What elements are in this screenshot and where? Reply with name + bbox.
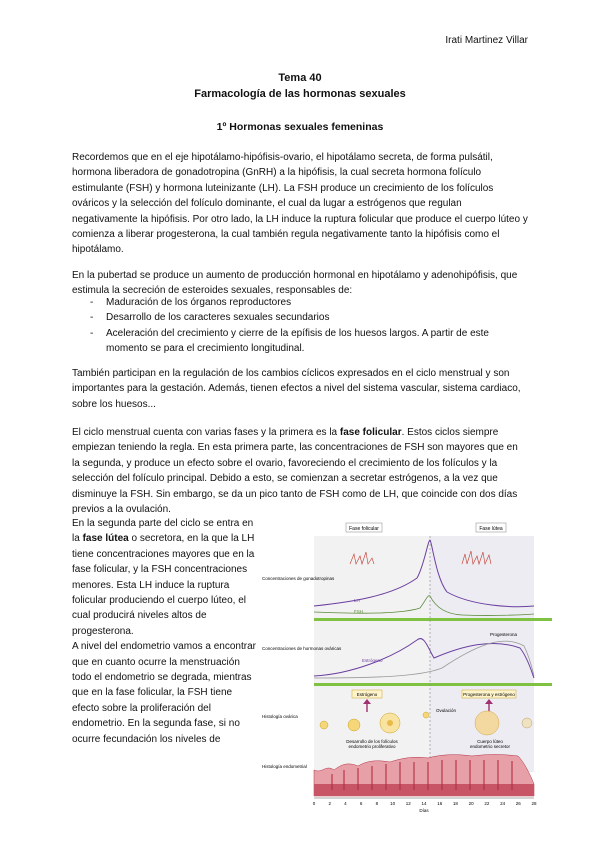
p4-text: El ciclo menstrual cuenta con varias fases y la primera es la <box>72 427 340 438</box>
corpus-luteum-label: Cuerpo lúteo <box>477 739 503 744</box>
prog-estr-box-label: Progesterona y estrógeno <box>463 692 515 697</box>
x-tick: 26 <box>515 801 521 806</box>
page-title: Farmacología de las hormonas sexuales <box>194 88 406 100</box>
x-tick: 6 <box>359 801 363 806</box>
x-tick: 12 <box>405 801 411 806</box>
p5-bold: fase lútea <box>82 533 129 545</box>
progesterone-label: Progesterona <box>490 632 518 637</box>
x-tick: 20 <box>468 801 474 806</box>
row2-label: Concentraciones de hormonas ováricas <box>262 646 342 651</box>
section-heading: 1º Hormonas sexuales femeninas <box>216 121 384 133</box>
x-tick: 16 <box>437 801 443 806</box>
list-item: - Desarrollo de los caracteres sexuales secundarios <box>90 310 528 325</box>
x-tick: 10 <box>390 801 396 806</box>
x-tick: 22 <box>484 801 490 806</box>
endo-prolif-label: endometrio proliferativo <box>348 744 396 749</box>
estrogen-box-label: Estrógeno <box>356 692 378 697</box>
x-axis-label: Días <box>419 808 429 813</box>
paragraph-6: A nivel del endometrio vamos a encontrar que en cuanto ocurre la menstruación todo el endometrio se degrada, mientras que en la fase folicular, la FSH tiene efecto sobre la proliferación del endometrio. En la segunda fase, si no ocurre fecundación los niveles de <box>72 641 256 745</box>
p5-text-end: o secretora, en la que la LH tiene concentraciones mayores que en la fase folicular, y la FSH concentraciones menores. Esta LH induce la ruptura folicular produciendo el cuerpo lúteo, el cual producirá niveles altos de progesterona. <box>72 533 255 637</box>
paragraph-5 <box>72 516 262 639</box>
x-tick: 28 <box>531 801 537 806</box>
lh-label: LH <box>354 598 360 603</box>
row1-label: Concentraciones de gonadotropinas <box>262 576 335 581</box>
list-item: - Maduración de los órganos reproductores <box>90 295 528 310</box>
x-tick: 2 <box>328 801 331 806</box>
estrogen-label: Estrógeno <box>362 658 383 663</box>
follicle-dev-label: Desarrollo de los folículos <box>346 739 398 744</box>
phase-luteal-label: Fase lútea <box>479 526 503 532</box>
list <box>90 295 528 357</box>
x-tick: 8 <box>375 801 379 806</box>
paragraph-4 <box>72 425 528 517</box>
p4-bold: fase folicular <box>339 427 402 438</box>
row3-label: Histología ovárica <box>262 714 298 719</box>
topic-heading: Tema 40 <box>278 72 322 84</box>
p5-text: En la segunda parte del ciclo se entra en la <box>72 518 254 545</box>
left-column <box>72 516 262 747</box>
fsh-label: FSH <box>354 609 363 614</box>
menstrual-cycle-figure <box>262 518 552 813</box>
ovulation-label: Ovulación <box>436 708 457 713</box>
paragraph-1: Recordemos que en el eje hipotálamo-hipófisis-ovario, el hipotálamo secreta, de forma pulsátil, hormona liberadora de gonadotropina (GnRH) a la hipófisis, la cual secreta hormona folículo estimulante (FSH) y hormona luteinizante (LH). La FSH produce un crecimiento de los folículos ováricos y la selección del folículo dominante, el cual da lugar a estrógenos que regulan negativamente la hipófisis. Por otro lado, la LH induce la ruptura folicular que produce el cuerpo lúteo y comienza a liberar progesterona, la cual también regula negativamente tanto la hipófisis como el hipotálamo. <box>72 152 528 256</box>
p4-text-end: . Estos ciclos siempre empiezan teniendo la regla. En esta primera parte, las concentraciones de FSH son mayores que en la segunda, y produce un efecto sobre el ovario, favoreciendo el crecimiento de los folículos y la selección del folículo principal. Debido a esto, se comienzan a secretar estrógenos, a la vez que disminuye la FSH. Sin embargo, se da un pico tanto de FSH como de LH, que coincide con dos días previos a la ovulación. <box>72 427 518 516</box>
x-tick: 0 <box>312 801 316 806</box>
x-tick: 18 <box>452 801 458 806</box>
list-item: - Aceleración del crecimiento y cierre de la epífisis de los huesos largos. A partir de este momento se para el crecimiento longitudinal. <box>90 326 528 357</box>
paragraph-3: También participan en la regulación de los cambios cíclicos expresados en el ciclo menstrual y son importantes para la gestación. Además, tienen efectos a nivel del sistema vascular, sistema cardiaco, sobre los huesos... <box>72 368 521 410</box>
row4-label: Histología endometrial <box>262 764 307 769</box>
phase-follicular-label: Fase folicular <box>349 526 379 532</box>
paragraph-2: En la pubertad se produce un aumento de producción hormonal en hipotálamo y adenohipófisis, que estimula la secreción de esteroides sexuales, responsables de: <box>72 270 518 297</box>
author-name: Irati Martinez Villar <box>445 35 528 46</box>
x-tick: 24 <box>500 801 506 806</box>
endo-secret-label: endometrio secretor <box>469 744 511 749</box>
x-tick: 14 <box>421 801 427 806</box>
x-tick: 4 <box>344 801 347 806</box>
